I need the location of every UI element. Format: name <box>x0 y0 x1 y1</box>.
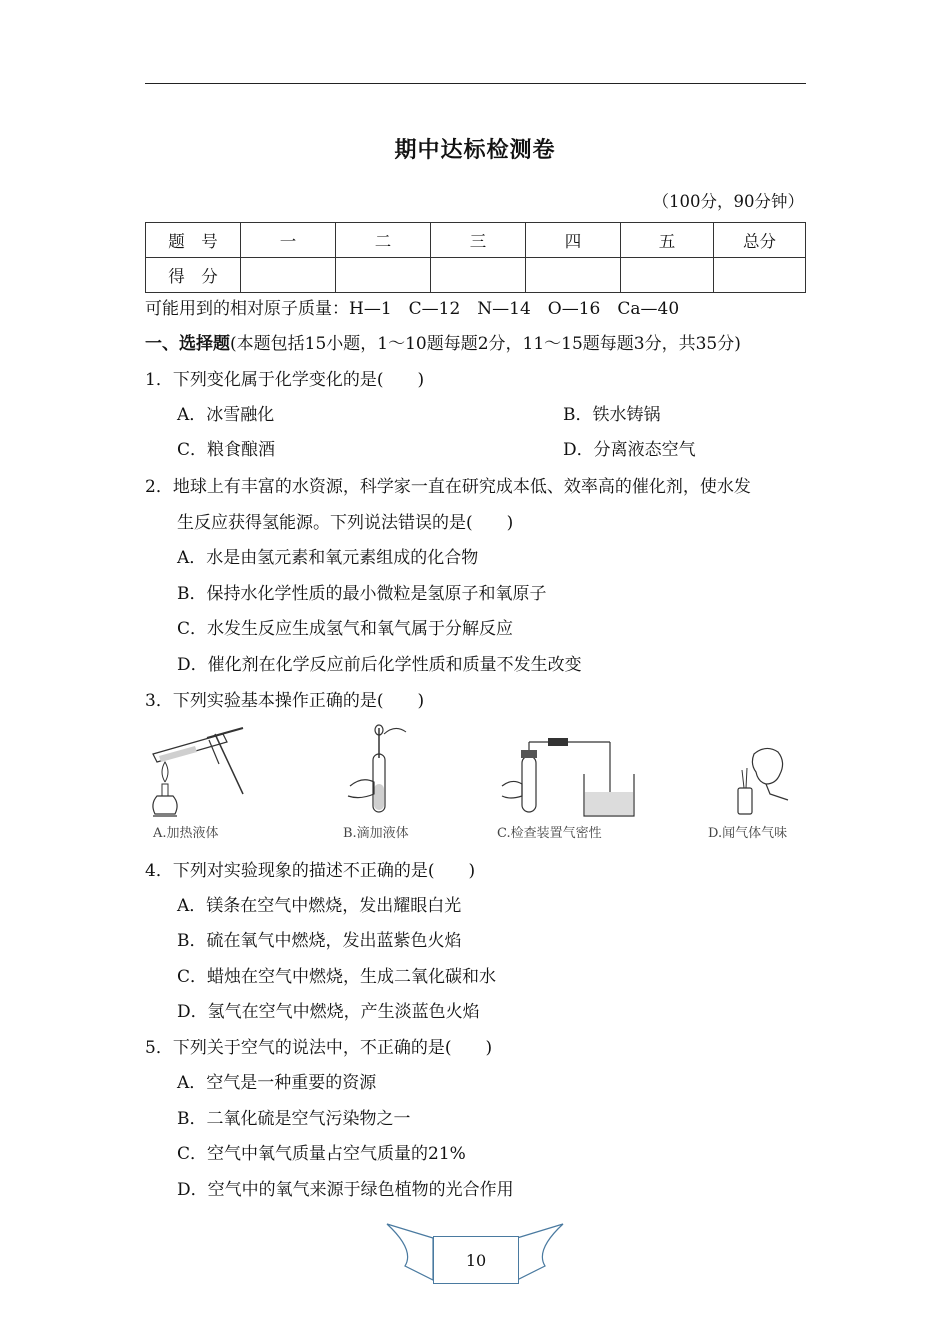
score-time-note: （100分，90分钟） <box>652 192 804 211</box>
heating-liquid-figure[interactable] <box>145 724 255 822</box>
q1-option-c[interactable]: C．粮食酿酒 <box>177 440 276 460</box>
q2-option-a[interactable]: A．水是由氢元素和氧元素组成的化合物 <box>177 548 479 568</box>
q4-option-c[interactable]: C．蜡烛在空气中燃烧，生成二氧化碳和水 <box>177 967 497 987</box>
score-cell: 四 <box>526 223 621 258</box>
score-cell: 五 <box>621 223 714 258</box>
q3-figures <box>145 724 806 844</box>
score-table <box>145 222 806 293</box>
q4-option-d[interactable]: D．氢气在空气中燃烧，产生淡蓝色火焰 <box>177 1002 480 1022</box>
q1-option-b[interactable]: B．铁水铸锅 <box>563 405 661 425</box>
score-cell: 三 <box>431 223 526 258</box>
score-input-cell[interactable] <box>621 258 714 293</box>
score-cell: 得 分 <box>146 258 241 293</box>
q2-option-c[interactable]: C．水发生反应生成氢气和氧气属于分解反应 <box>177 619 514 639</box>
score-input-cell[interactable] <box>714 258 806 293</box>
section-1-heading <box>145 333 741 355</box>
q2-option-d[interactable]: D．催化剂在化学反应前后化学性质和质量不发生改变 <box>177 655 582 675</box>
score-cell: 总分 <box>714 223 806 258</box>
page-number: 10 <box>433 1236 519 1284</box>
score-input-cell[interactable] <box>241 258 336 293</box>
q5-option-c[interactable]: C．空气中氧气质量占空气质量的21% <box>177 1144 466 1164</box>
q5-option-a[interactable]: A．空气是一种重要的资源 <box>177 1073 377 1093</box>
section-1-title: 一、选择题 <box>145 334 230 354</box>
q3-stem: 3．下列实验基本操作正确的是( ) <box>145 691 425 711</box>
atomic-masses: 可能用到的相对原子质量：H—1 C—12 N—14 O—16 Ca—40 <box>145 299 680 319</box>
q2-option-b[interactable]: B．保持水化学性质的最小微粒是氢原子和氧原子 <box>177 584 547 604</box>
dropper-figure[interactable] <box>340 724 420 822</box>
fig-c-caption: C.检查装置气密性 <box>497 826 602 841</box>
fig-a-caption: A.加热液体 <box>153 826 219 841</box>
score-input-cell[interactable] <box>431 258 526 293</box>
score-cell: 一 <box>241 223 336 258</box>
section-1-desc: (本题包括15小题，1～10题每题2分，11～15题每题3分，共35分) <box>230 334 741 354</box>
header-rule <box>145 83 806 84</box>
q4-stem: 4．下列对实验现象的描述不正确的是( ) <box>145 861 476 881</box>
q1-stem: 1．下列变化属于化学变化的是( ) <box>145 370 425 390</box>
q5-stem: 5．下列关于空气的说法中，不正确的是( ) <box>145 1038 493 1058</box>
smelling-gas-figure[interactable] <box>730 744 800 822</box>
q1-option-d[interactable]: D．分离液态空气 <box>563 440 696 460</box>
score-table-score-row <box>146 258 806 293</box>
fig-d-caption: D.闻气体气味 <box>708 826 788 841</box>
q4-option-b[interactable]: B．硫在氧气中燃烧，发出蓝紫色火焰 <box>177 931 462 951</box>
score-input-cell[interactable] <box>336 258 431 293</box>
fig-b-caption: B.滴加液体 <box>343 826 409 841</box>
q4-option-a[interactable]: A．镁条在空气中燃烧，发出耀眼白光 <box>177 896 462 916</box>
q2-stem-line1: 2．地球上有丰富的水资源，科学家一直在研究成本低、效率高的催化剂，使水发 <box>145 477 751 497</box>
page-title: 期中达标检测卷 <box>394 138 556 163</box>
score-cell: 二 <box>336 223 431 258</box>
q5-option-d[interactable]: D．空气中的氧气来源于绿色植物的光合作用 <box>177 1180 514 1200</box>
score-input-cell[interactable] <box>526 258 621 293</box>
q5-option-b[interactable]: B．二氧化硫是空气污染物之一 <box>177 1109 411 1129</box>
airtightness-figure[interactable] <box>500 734 640 822</box>
q2-stem-line2: 生反应获得氢能源。下列说法错误的是( ) <box>177 513 514 533</box>
score-table-header-row <box>146 223 806 258</box>
score-cell: 题 号 <box>146 223 241 258</box>
q1-option-a[interactable]: A．冰雪融化 <box>177 405 275 425</box>
